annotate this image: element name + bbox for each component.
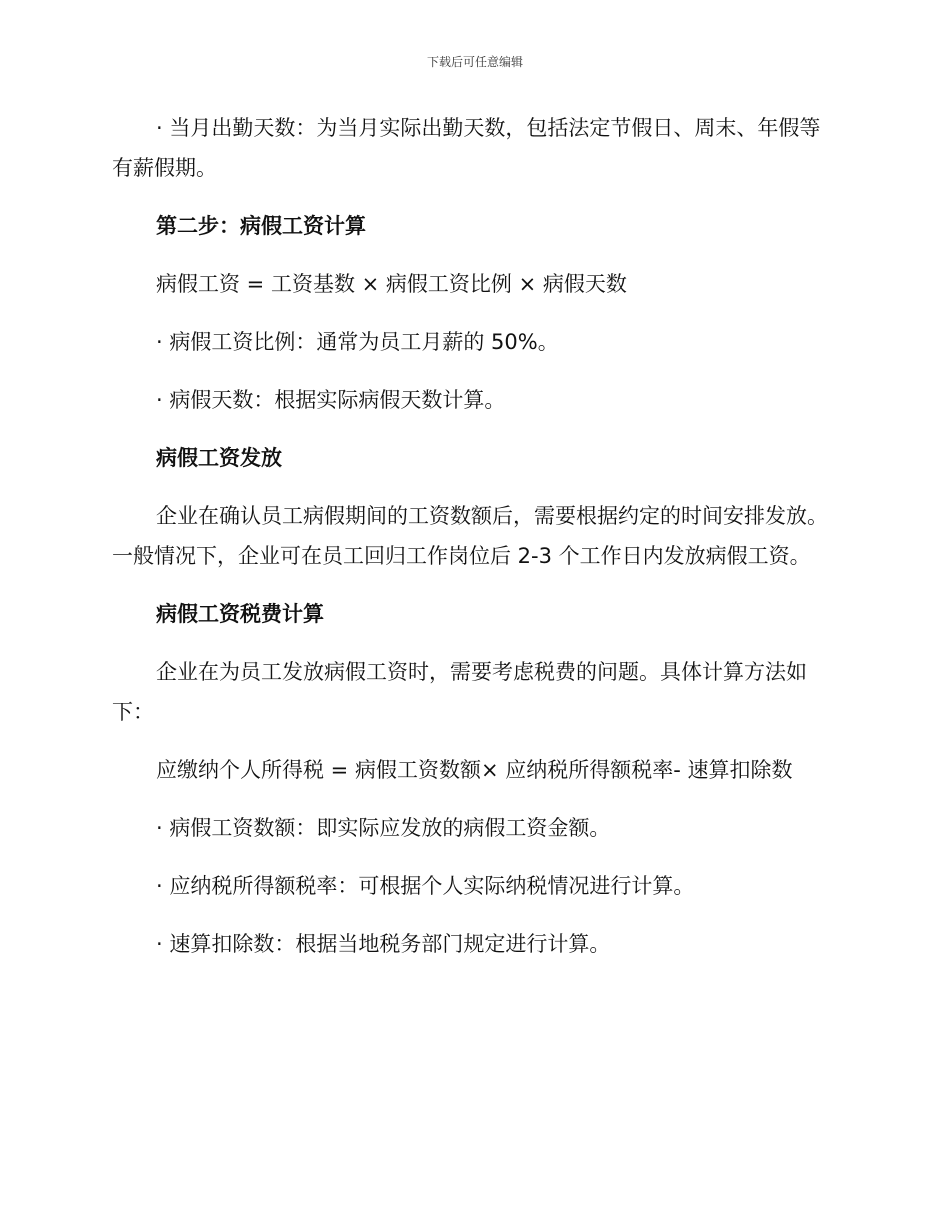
sick-days-bullet: · 病假天数：根据实际病假天数计算。 xyxy=(156,388,506,412)
page-header-note: 下载后可任意编辑 xyxy=(426,55,523,69)
sick-pay-payment-paragraph: 企业在确认员工病假期间的工资数额后，需要根据约定的时间安排发放。一般情况下，企业可在员工回归工作岗位后 2-3 个工作日内发放病假工资。 xyxy=(112,504,828,568)
sick-pay-amount-bullet: · 病假工资数额：即实际应发放的病假工资金额。 xyxy=(156,816,611,840)
step-two-heading: 第二步：病假工资计算 xyxy=(156,214,366,238)
income-tax-formula: 应缴纳个人所得税 = 病假工资数额× 应纳税所得额税率- 速算扣除数 xyxy=(156,758,793,782)
sick-pay-formula: 病假工资 = 工资基数 × 病假工资比例 × 病假天数 xyxy=(156,272,627,296)
sick-pay-tax-heading: 病假工资税费计算 xyxy=(156,602,324,626)
sick-pay-payment-heading: 病假工资发放 xyxy=(156,446,282,470)
quick-deduction-bullet: · 速算扣除数：根据当地税务部门规定进行计算。 xyxy=(156,932,611,956)
sick-pay-ratio-bullet: · 病假工资比例：通常为员工月薪的 50%。 xyxy=(156,330,559,354)
sick-pay-tax-paragraph: 企业在为员工发放病假工资时，需要考虑税费的问题。具体计算方法如下： xyxy=(112,660,807,724)
document-body xyxy=(112,108,834,982)
tax-rate-bullet: · 应纳税所得额税率：可根据个人实际纳税情况进行计算。 xyxy=(156,874,695,898)
attendance-days-bullet: · 当月出勤天数：为当月实际出勤天数，包括法定节假日、周末、年假等有薪假期。 xyxy=(112,116,821,180)
